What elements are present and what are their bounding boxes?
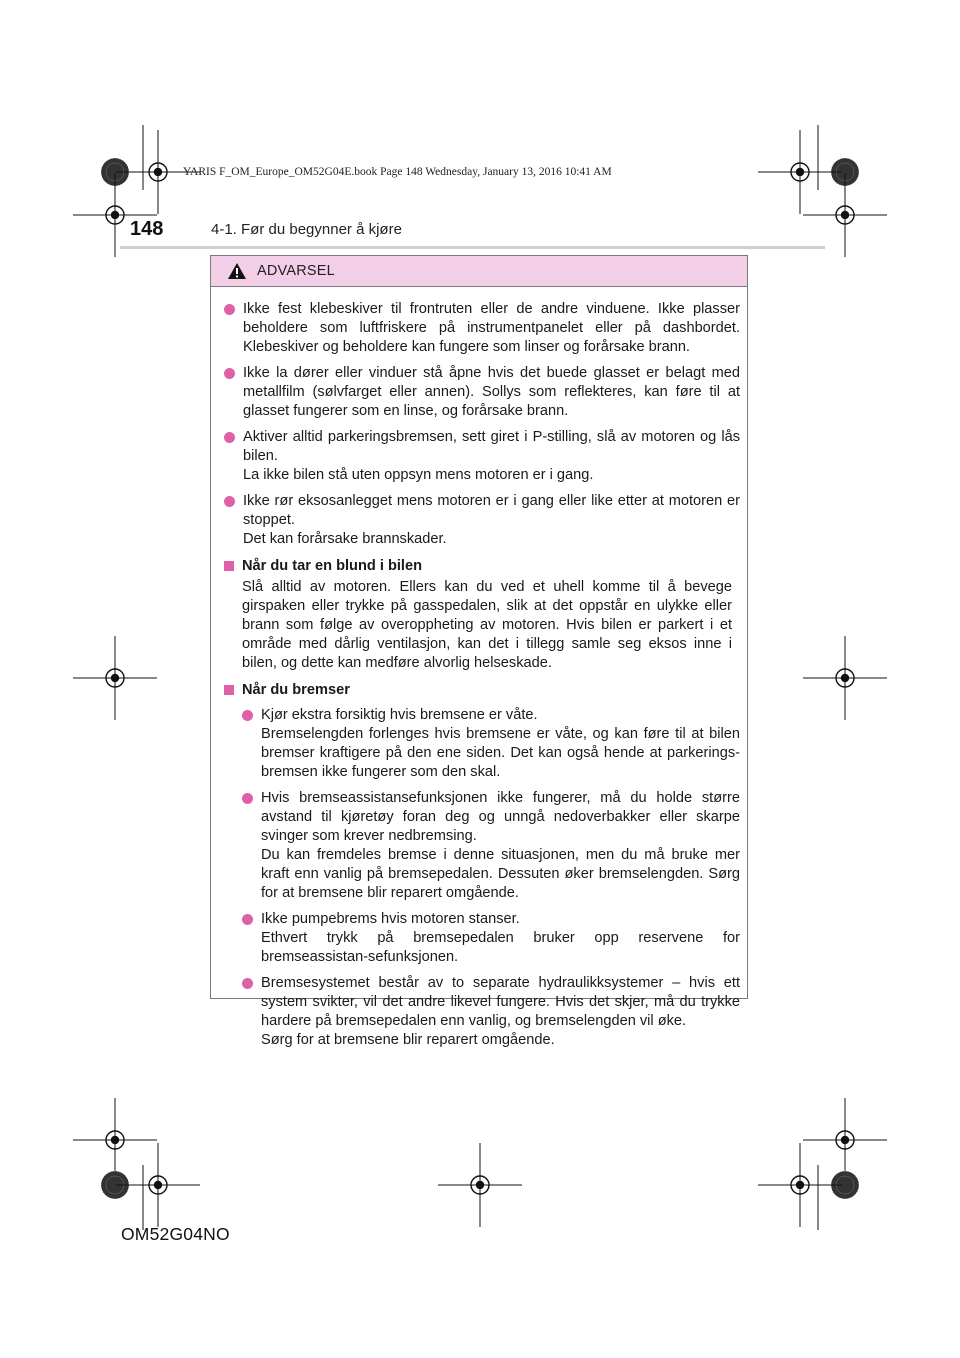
- bullet-text: Ikke pumpebrems hvis motoren stanser.: [261, 911, 520, 927]
- warning-body: [211, 287, 747, 1050]
- registration-cross-mark: [803, 173, 887, 257]
- warning-bullet: [224, 300, 740, 357]
- bullet-dot-icon: [242, 978, 253, 989]
- bullet-dot-icon: [242, 914, 253, 925]
- bullet-text: Ikke rør eksosanlegget mens motoren er i gang eller like etter at motoren er stoppet.: [243, 493, 740, 528]
- section-title: 4-1. Før du begynner å kjøre: [211, 221, 402, 238]
- bullet-text: Aktiver alltid parkeringsbremsen, sett giret i P-stilling, slå av motoren og lås bilen.: [243, 429, 740, 464]
- bullet-dot-icon: [224, 496, 235, 507]
- registration-cross-mark: [73, 1098, 157, 1182]
- bullet-text: Kjør ekstra forsiktig hvis bremsene er våte.: [261, 707, 538, 723]
- registration-cross-mark: [758, 1143, 842, 1227]
- subsection-nap: [224, 557, 740, 673]
- bullet-text: Det kan forårsake brannskader.: [243, 531, 447, 547]
- document-code: OM52G04NO: [121, 1224, 230, 1244]
- registration-cross-mark: [758, 130, 842, 214]
- warning-title: ADVARSEL: [257, 263, 335, 279]
- warning-bullet: [242, 910, 740, 967]
- registration-cross-mark: [438, 1143, 522, 1227]
- page-number: 148: [130, 218, 164, 240]
- bullet-text: Hvis bremseassistansefunksjonen ikke fungerer, må du holde større avstand til kjøretøy foran deg og unngå nedoverbakker eller skarpe svinger som krever nedbremsing.: [261, 790, 740, 844]
- subsection-heading: Når du tar en blund i bilen: [242, 558, 422, 574]
- bullet-text: Ethvert trykk på bremsepedalen bruker opp reservene for bremseassistan-sefunksjonen.: [261, 930, 740, 965]
- subsection-braking: [224, 681, 740, 700]
- bullet-dot-icon: [242, 793, 253, 804]
- subsection-text: Slå alltid av motoren. Ellers kan du ved et uhell komme til å bevege girspaken eller trykke på gasspedalen, slik at det oppstår en ulykke eller brann som følge av overoppheting av motoren. Hvis bilen er parkert i et område med dårlig ventilasjon, kan det i tillegg samle seg eksos inne i bilen, og dette kan medføre alvorlig helseskade.: [242, 579, 732, 671]
- bullet-text: Du kan fremdeles bremse i denne situasjonen, men du må bruke mer kraft enn vanlig på bremsepedalen. Dessuten øker bremselengden. Sørg for at bremsene blir reparert omgående.: [261, 847, 740, 901]
- bullet-text: Sørg for at bremsene blir reparert omgående.: [261, 1032, 555, 1048]
- square-bullet-icon: [224, 685, 234, 695]
- bullet-text: La ikke bilen stå uten oppsyn mens motoren er i gang.: [243, 467, 594, 483]
- bullet-dot-icon: [224, 368, 235, 379]
- warning-header: [211, 256, 747, 287]
- warning-bullet: [242, 974, 740, 1050]
- registration-cross-mark: [116, 1143, 200, 1227]
- square-bullet-icon: [224, 561, 234, 571]
- bullet-text: Ikke fest klebeskiver til frontruten eller de andre vinduene. Ikke plasser beholdere som luftfriskere på instrumentpanelet eller på dashbordet. Klebeskiver og beholdere kan fungere som linser og forårsake brann.: [243, 301, 740, 355]
- warning-triangle-icon: [227, 262, 247, 280]
- registration-cross-mark: [803, 636, 887, 720]
- registration-cross-mark: [73, 636, 157, 720]
- registration-cross-mark: [73, 173, 157, 257]
- bullet-dot-icon: [242, 710, 253, 721]
- warning-bullet: [242, 706, 740, 782]
- warning-bullet: [242, 789, 740, 903]
- registration-cross-mark: [803, 1098, 887, 1182]
- bullet-dot-icon: [224, 432, 235, 443]
- bullet-text: Bremselengden forlenges hvis bremsene er våte, og kan føre til at bilen bremser kraftigere på den ene siden. Det kan også hende at parkerings-bremsen ikke fungerer som den skal.: [261, 726, 740, 780]
- header-divider: [120, 246, 825, 249]
- warning-bullet: [224, 492, 740, 549]
- bullet-text: Bremsesystemet består av to separate hydraulikksystemer – hvis ett system svikter, vil det andre likevel fungere. Hvis det skjer, må du trykke hardere på bremsepedalen enn vanlig, og bremselengden vil øke.: [261, 975, 740, 1029]
- braking-bullets: [242, 706, 740, 1050]
- warning-bullet: [224, 428, 740, 485]
- subsection-heading: Når du bremser: [242, 682, 350, 698]
- bullet-dot-icon: [224, 304, 235, 315]
- book-file-info: YARIS F_OM_Europe_OM52G04E.book Page 148 Wednesday, January 13, 2016 10:41 AM: [183, 166, 612, 178]
- warning-box: [210, 255, 748, 1048]
- warning-bullet: [224, 364, 740, 421]
- bullet-text: Ikke la dører eller vinduer stå åpne hvis det buede glasset er belagt med metallfilm (sølvfarget eller annen). Sollys som reflekteres, kan føre til at glasset fungerer som en linse, og forårsake brann.: [243, 365, 740, 419]
